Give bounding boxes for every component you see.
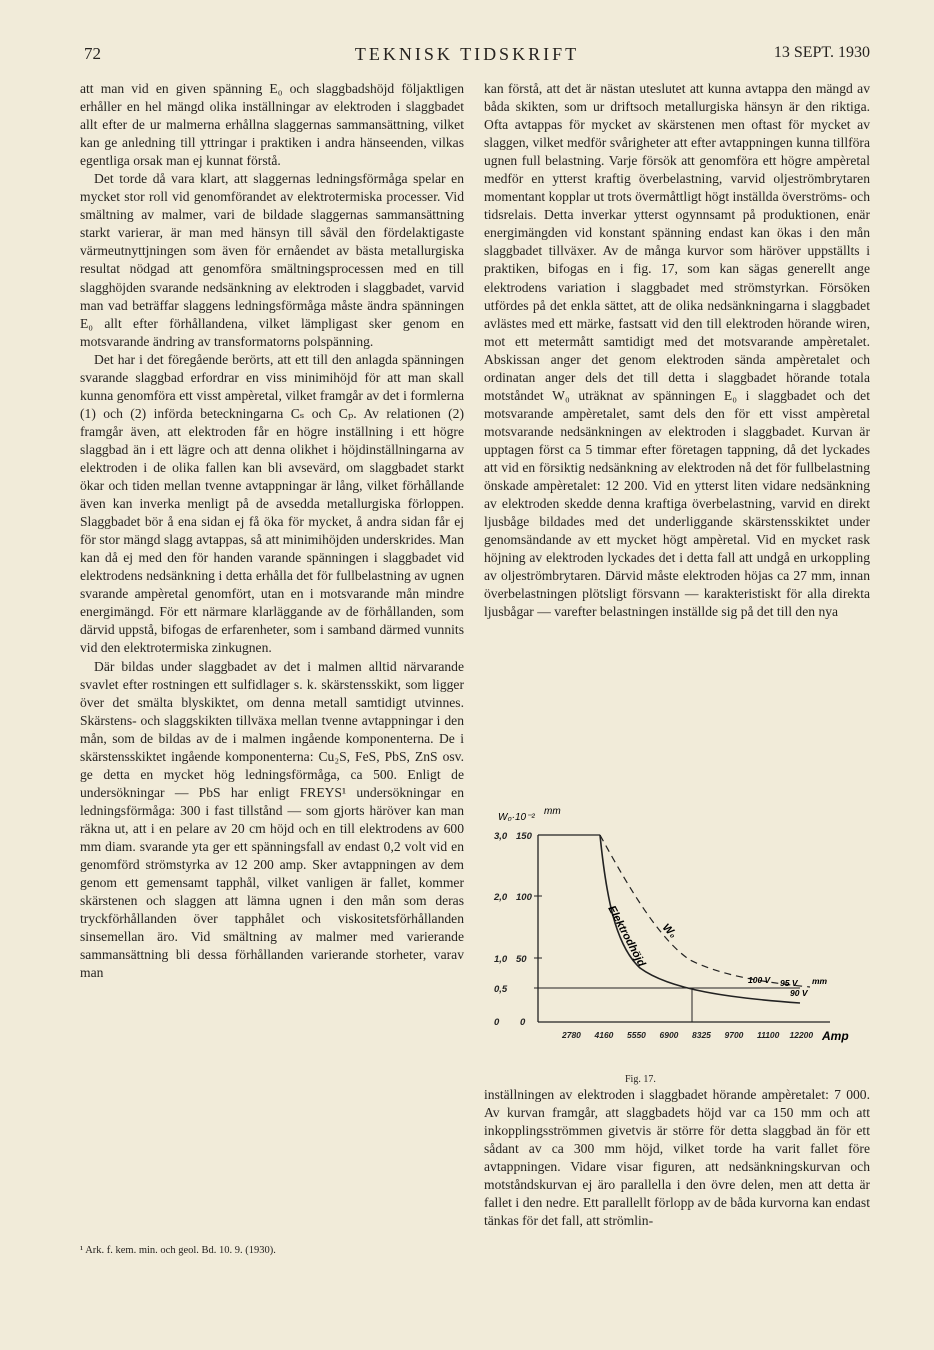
unit-annotation: mm [812, 976, 828, 986]
y-tick-left: 0 [494, 1017, 500, 1028]
x-tick-label: 2780 [562, 1030, 581, 1040]
y-tick-left: 3,0 [494, 831, 508, 842]
x-tick-label: 8325 [692, 1030, 711, 1040]
x-unit-label: Amp [822, 1029, 849, 1043]
y-tick-right: 0 [520, 1017, 526, 1028]
x-tick-label: 9700 [724, 1030, 744, 1040]
page-header [0, 44, 934, 68]
footnote: ¹ Ark. f. kem. min. och geol. Bd. 10. 9. (1930). [80, 1245, 276, 1256]
y-tick-right: 150 [516, 831, 532, 842]
voltage-annotation: 100 V [748, 975, 771, 985]
x-tick-label: 11100 [757, 1030, 780, 1040]
right-column [484, 80, 870, 621]
left-column [80, 80, 464, 982]
figure-17 [490, 800, 860, 1085]
figure-caption: Fig. 17. [625, 1074, 656, 1085]
y-tick-left: 2,0 [494, 892, 508, 903]
y-tick-right: 50 [516, 954, 527, 965]
paragraph: Det torde då vara klart, att slaggernas ledningsförmåga spelar en mycket stor roll vid genomförandet av elektrotermiska processer. Vid smältning av malmer, vari de bildade slaggernas sammansättning starkt varierar, är man med hänsyn till såväl den fördelaktigaste värmeutnyttjningen som även för ernåendet av bästa metallurgiska resultat nödgad att genomföra smältningsprocessen med en till slagghöjden svarande nedsänkning av elektroden i slaggbadet, varvid man vad beträffar slaggens ledningsförmåga måste ändra spänningen E₀ allt efter förhållandena, vilket lämpligast sker genom en motsvarande ändring av transformatorns polspänning. [80, 171, 464, 349]
y-tick-left: 0,5 [494, 984, 508, 995]
paragraph: Det har i det föregående berörts, att ett till den anlagda spänningen svarande slaggbad erfordrar en viss minimihöjd för att man skall kunna genomföra ett visst ampèretal, vilket framgår av det i formlerna (1) och (2) införda beteckningarna Cₛ och Cₚ. Av relationen (2) framgår även, att elektroden får en högre inställning i ett högre slaggbad än i ett lägre och att denna olikhet i höjdinställningarna av elektroden i de olika fallen kan bli avsevärd, om slaggbadet starkt ökar och tiden mellan tvenne avtappningar är lång, vilket förhållande även kan inverka menligt på de avsedda metallurgiska förloppen. Slaggbadet bör å ena sidan ej få öka för mycket, å andra sidan får ej för stor mängd slagg avtappas, så att minimihöjden underskrides. Man kan då ej med den för handen varande spänningen i slaggbadet vid elektrodens nedsänkning i detta erhålla det för fullbelastning av ugnen svarande ampèretal genomfört, utan en i motsvarande mån mindre energimängd. För ett närmare klarläggande av de förhållanden, som därvid uppstå, bifogas de erfarenheter, som i samband därmed vunnits vid den elektrotermiska zinkugnen. [80, 351, 464, 656]
issue-date: 13 SEPT. 1930 [773, 44, 870, 61]
x-tick-label: 12200 [789, 1030, 814, 1040]
page-number: 72 [84, 44, 101, 63]
x-tick-label: 6900 [659, 1030, 679, 1040]
paragraph: kan förstå, att det är nästan uteslutet att kunna avtappa den mängd av båda skikten, som ur driftsoch metallurgiska hänsyn är den riktiga. Ofta avtappas för mycket av skärstenen men oftast för mycket av slaggen, vilket medför svårigheter att efter avtappningen kunna tillföra ugnen full belastning. Varje försök att genomföra ett högre ampèretal medför en ytterst kraftig överbelastning, varvid oljeströmbrytaren momentant kopplar ut trots övermåttligt högt inställda överströms- och tidsrelais. Detta inverkar ytterst ogynnsamt på produktionen, enär energimängden vid konstant spänning endast kan ökas i den mån slaggbadet tillväxer. Av de många kurvor som häröver uppställts i praktiken, bifogas en i fig. 17, som kan sägas generellt ange elektrodens variation i slaggbadet med strömstyrkan. Försöken utfördes på det enkla sättet, att de olika nedsänkningarna i slaggbadet avlästes med ett märke, fastsatt vid den till elektroden hörande wiren, mot ett metermått samtidigt med det motsvarande ampèretalet. Abskissan anger det genom elektroden sända ampèretalet och ordinatan anger dels det till detta i slaggbadet hörande totala motståndet W₀ uträknat av spänningen E₀ i slaggbadet och det motsvarande ampèretalet, samt dels den för ett visst ampèretal motsvarande nedsänkningen av elektroden i slaggbadet. Kurvan är upptagen först ca 5 timmar efter företagen tappning, då det lyckades att vid en försiktig nedsänkning av elektroden nå det för fullbelastning önskade ampèretalet: 12 200. Vid en ytterst liten vidare nedsänkning av elektroden skedde denna kraftiga överbelastning, varvid en direkt ljusbåge bildades med det underliggande skärstensskiktet under genomsändande av ett mycket högt ampèretal. Vid en mycket rask höjning av elektroden lyckades det i detta fall att undgå en urkoppling av oljeströmbrytaren. Därvid måste elektroden höjas ca 27 mm, innan överbelastningen plötsligt försvann — karakteristiskt för alla direkta ljusbågar — varefter belastningen inställde sig på det till den nya [484, 81, 870, 620]
right-column-bottom [484, 1086, 870, 1230]
journal-title: TEKNISK TIDSKRIFT [354, 44, 580, 64]
paragraph: Där bildas under slaggbadet av det i malmen alltid närvarande svavlet efter rostningen ett sulfidlager s. k. skärstensskikt, som ligger över det smälta blyskiktet, om denna metall samtidigt utvinnes. Skärstens- och slaggskikten tillväxa mellan tvenne avtappningar i den mån, som de bildas av de i malmen ingående komponenterna. De i skärstensskiktet ingående komponenterna: Cu₂S, FeS, PbS, ZnS osv. ge detta en mycket hög ledningsförmåga, ca 500. Enligt de undersökningar — PbS har enligt FREYS¹ undersökningar en ledningsförmåga: 300 i fast tillstånd — som gjorts häröver kan man räkna ut, att i en pelare av 20 cm höjd och en till elektrodens av 600 mm diam. svarande yta ger ett spänningsfall av endast 0,2 volt vid en genomförd strömstyrka av 12 200 amp. Sker avtappningen av dem genom ett gemensamt tapphål, vilket vanligen är fallet, kommer skärstenen och slaggen att lämna ugnen i den mån som deras tryckförhållanden över tapphålet och viskositetsförhållanden sinsemellan äro. Vid smältning av malmer med varierande sammansättning bli dessa förhållanden varierande storheter, varav man [80, 658, 464, 981]
x-tick-label: 5550 [627, 1030, 646, 1040]
paragraph: att man vid en given spänning E₀ och slaggbadshöjd följaktligen erhåller en hel mängd olika inställningar av elektroden i slaggbadet allt efter de ur malmerna erhållna slaggernas sammansättning, vilket kan ge anledning till yttringar i praktiken i andra hänseenden, vilkas egentliga orsak man ej kunnat förstå. [80, 81, 464, 169]
y-tick-left: 1,0 [494, 954, 508, 965]
resistance-curve [600, 835, 810, 987]
voltage-annotation: 95 V [780, 978, 798, 988]
y-axis-label: W₀·10⁻² [498, 812, 535, 823]
resistance-curve-label: W₀ [659, 921, 679, 941]
y-tick-right: 100 [516, 892, 532, 903]
paragraph: inställningen av elektroden i slaggbadet hörande ampèretalet: 7 000. Av kurvan framgår, att slaggbadets höjd var ca 150 mm och att inkopplingsströmmen givetvis är större för detta slaggbad än för ett sådant av ca 300 mm höjd, vilket torde ha varit fallet före avtappningen. Vidare visar figuren, att nedsänkningskurvan och motståndskurvan ej äro parallella i den övre delen, men att detta är fallet i den nedre. Ett parallellt förlopp av de båda kurvorna kan endast tänkas för det fall, att strömlin- [484, 1087, 870, 1229]
electrode-curve-label: Elektrodhöjd [605, 903, 648, 969]
y-axis-unit: mm [544, 806, 561, 817]
voltage-annotation: 90 V [790, 988, 808, 998]
figure-17-chart [490, 800, 860, 1085]
x-tick-label: 4160 [594, 1030, 614, 1040]
